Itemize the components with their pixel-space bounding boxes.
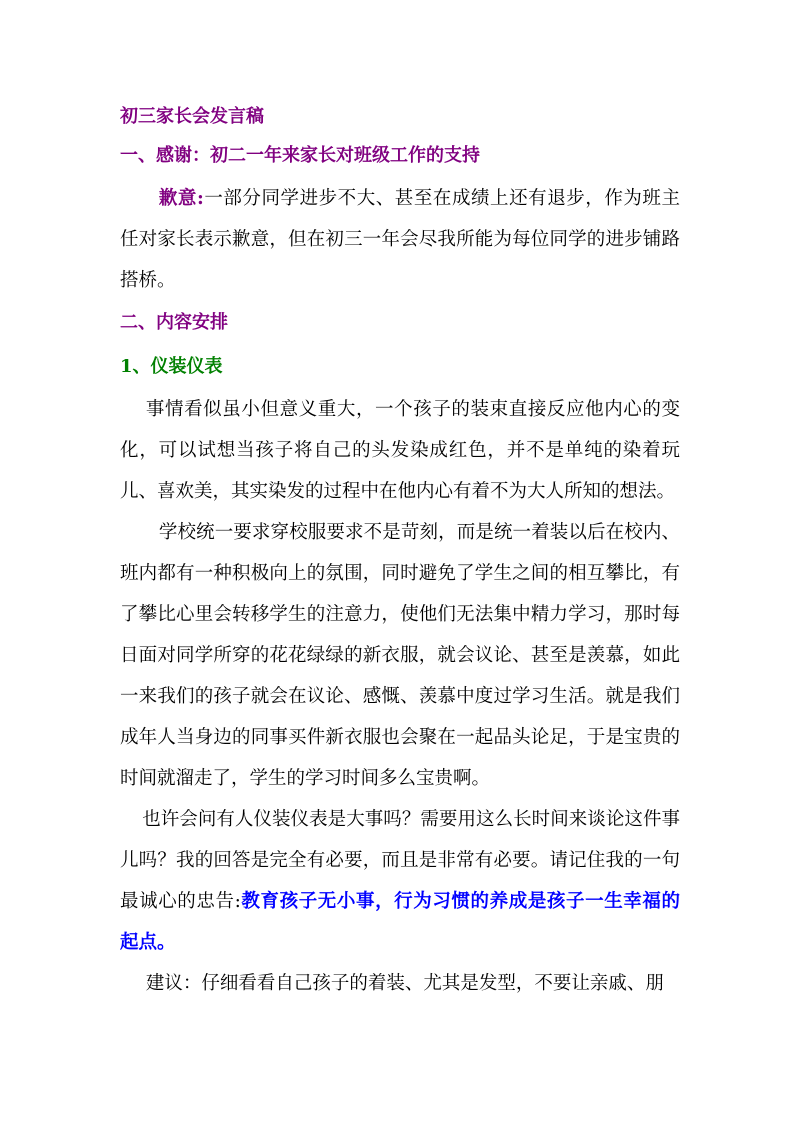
subsection-heading-appearance: 1、仪装仪表 xyxy=(120,356,223,377)
advice-text: 也许会问有人仪装仪表是大事吗？需要用这么长时间来谈论这件事儿吗？我的回答是完全有必要，而且是非常有必要。请记住我的一句最诚心的忠告: xyxy=(120,809,680,912)
paragraph-school-uniform: 学校统一要求穿校服要求不是苛刻，而是统一着装以后在校内、班内都有一种积极向上的氛围，同时避免了学生之间的相互攀比，有了攀比心里会转移学生的注意力，使他们无法集中精力学习，那时每日面对同学所穿的花花绿绿的新衣服，就会议论、甚至是羡慕，如此一来我们的孩子就会在议论、感慨、羡慕中度过学习生活。就是我们成年人当身边的同事买件新衣服也会聚在一起品头论足，于是宝贵的时间就溜走了，学生的学习时间多么宝贵啊。 xyxy=(120,522,680,789)
paragraph-suggestion: 建议：仔细看看自己孩子的着装、尤其是发型，不要让亲戚、朋 xyxy=(145,973,664,994)
apology-paragraph xyxy=(120,178,680,301)
paragraph-appearance-intro: 事情看似虽小但意义重大，一个孩子的装束直接反应他内心的变化，可以试想当孩子将自己的头发染成红色，并不是单纯的染着玩儿、喜欢美，其实染发的过程中在他内心有着不为大人所知的想法。 xyxy=(120,399,680,502)
section-heading-thanks: 一、感谢：初二一年来家长对班级工作的支持 xyxy=(120,145,480,166)
apology-label: 歉意: xyxy=(158,188,204,209)
document-body xyxy=(120,100,680,1004)
paragraph-advice xyxy=(120,799,680,963)
document-title: 初三家长会发言稿 xyxy=(120,106,264,127)
advice-emphasis: 教育孩子无小事，行为习惯的养成是孩子一生幸福的起点。 xyxy=(120,891,680,953)
section-heading-content: 二、内容安排 xyxy=(120,312,228,333)
apology-text: 一部分同学进步不大、甚至在成绩上还有退步，作为班主任对家长表示歉意，但在初三一年会尽我所能为每位同学的进步铺路搭桥。 xyxy=(120,188,680,291)
